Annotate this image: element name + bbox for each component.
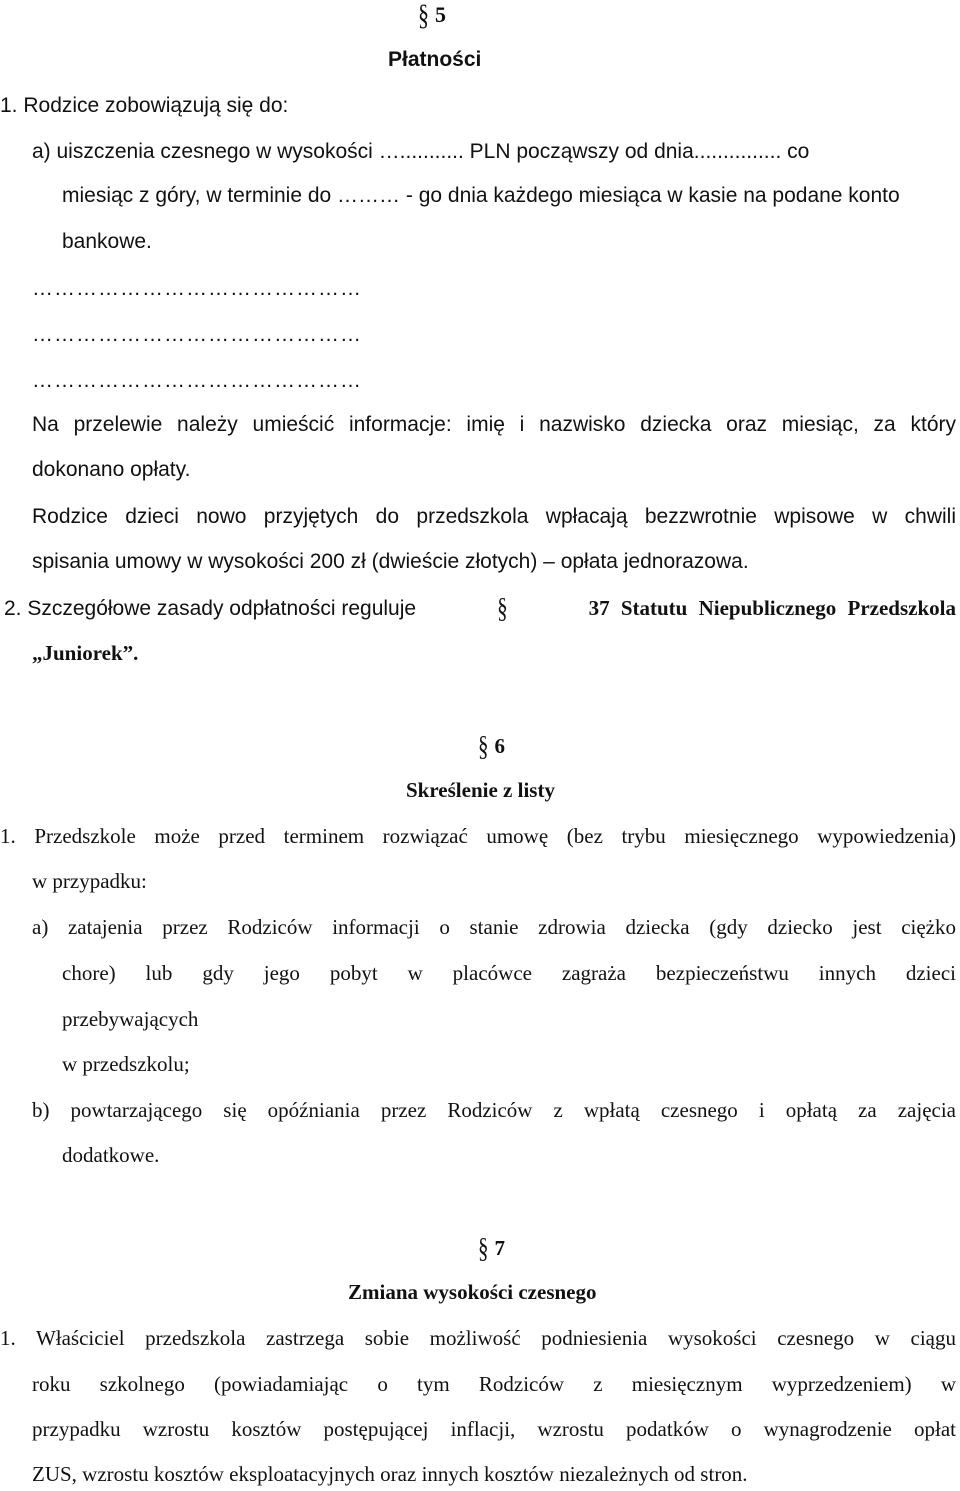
section-sign: § (418, 0, 429, 32)
item-a-line-1: a) uiszczenia czesnego w wysokości …........... PLN począwszy od dnia............... co (32, 140, 810, 163)
section-number: 5 (435, 2, 446, 27)
paragraph-2-line-1 (4, 591, 956, 625)
section-title-platnosci: Płatności (388, 48, 482, 71)
section-sign: § (478, 729, 489, 763)
s6-item-b-line-2: dodatkowe. (62, 1143, 160, 1167)
entry-fee-line-2: spisania umowy w wysokości 200 zł (dwieście złotych) – opłata jednorazowa. (32, 550, 749, 573)
s7-paragraph-1-line-2: roku szkolnego (powiadamiając o tym Rodziców z miesięcznym wyprzedzeniem) w (32, 1372, 956, 1396)
transfer-info-line-1: Na przelewie należy umieścić informacje: imię i nazwisko dziecka oraz miesiąc, za który (32, 413, 956, 436)
s7-paragraph-1-line-4: ZUS, wzrostu kosztów eksploatacyjnych oraz innych kosztów niezależnych od stron. (32, 1462, 748, 1486)
section-sign: § (478, 1231, 489, 1265)
paragraph-2-line-2: „Juniorek”. (32, 641, 139, 665)
s7-paragraph-1-line-1: 1. Właściciel przedszkola zastrzega sobie możliwość podniesienia wysokości czesnego w ciągu (0, 1326, 956, 1350)
section-number: 7 (494, 1236, 505, 1260)
section-heading-7 (478, 1231, 505, 1265)
section-number: 6 (494, 734, 505, 758)
section-heading-5 (418, 0, 446, 32)
section-sign: § (497, 591, 508, 625)
s6-item-a-line-4: w przedszkolu; (62, 1052, 190, 1076)
s6-item-a-line-3: przebywających (62, 1007, 199, 1031)
dotted-line: ……………………………………… (32, 277, 362, 300)
s6-item-b-line-1: b) powtarzającego się opóźniania przez Rodziców z wpłatą czesnego i opłatą za zajęcia (32, 1098, 956, 1122)
dotted-line: ……………………………………… (32, 323, 362, 346)
section-title-skreslenie: Skreślenie z listy (406, 778, 555, 802)
section-title-zmiana: Zmiana wysokości czesnego (348, 1280, 597, 1304)
transfer-info-line-2: dokonano opłaty. (32, 458, 191, 481)
item-a-line-2: miesiąc z góry, w terminie do ……… - go dnia każdego miesiąca w kasie na podane konto (62, 184, 900, 207)
s6-item-a-line-1: a) zatajenia przez Rodziców informacji o stanie zdrowia dziecka (gdy dziecko jest ciężko (32, 915, 956, 939)
s7-paragraph-1-line-3: przypadku wzrostu kosztów postępującej inflacji, wzrostu podatków o wynagrodzenie opłat (32, 1417, 956, 1441)
paragraph-2-prefix: 2. Szczegółowe zasady odpłatności reguluje (4, 597, 417, 620)
entry-fee-line-1: Rodzice dzieci nowo przyjętych do przedszkola wpłacają bezzwrotnie wpisowe w chwili (32, 505, 956, 528)
statute-reference: 37 Statutu Niepublicznego Przedszkola (588, 596, 956, 620)
dotted-line: ……………………………………… (32, 369, 362, 392)
paragraph-1-intro: 1. Rodzice zobowiązują się do: (0, 94, 289, 117)
item-a-line-3: bankowe. (62, 230, 152, 253)
section-heading-6 (478, 729, 505, 763)
s6-item-a-line-2: chore) lub gdy jego pobyt w placówce zagraża bezpieczeństwu innych dzieci (62, 961, 956, 985)
s6-paragraph-1-line-2: w przypadku: (32, 869, 147, 893)
s6-paragraph-1-line-1: 1. Przedszkole może przed terminem rozwiązać umowę (bez trybu miesięcznego wypowiedzenia) (0, 824, 956, 848)
